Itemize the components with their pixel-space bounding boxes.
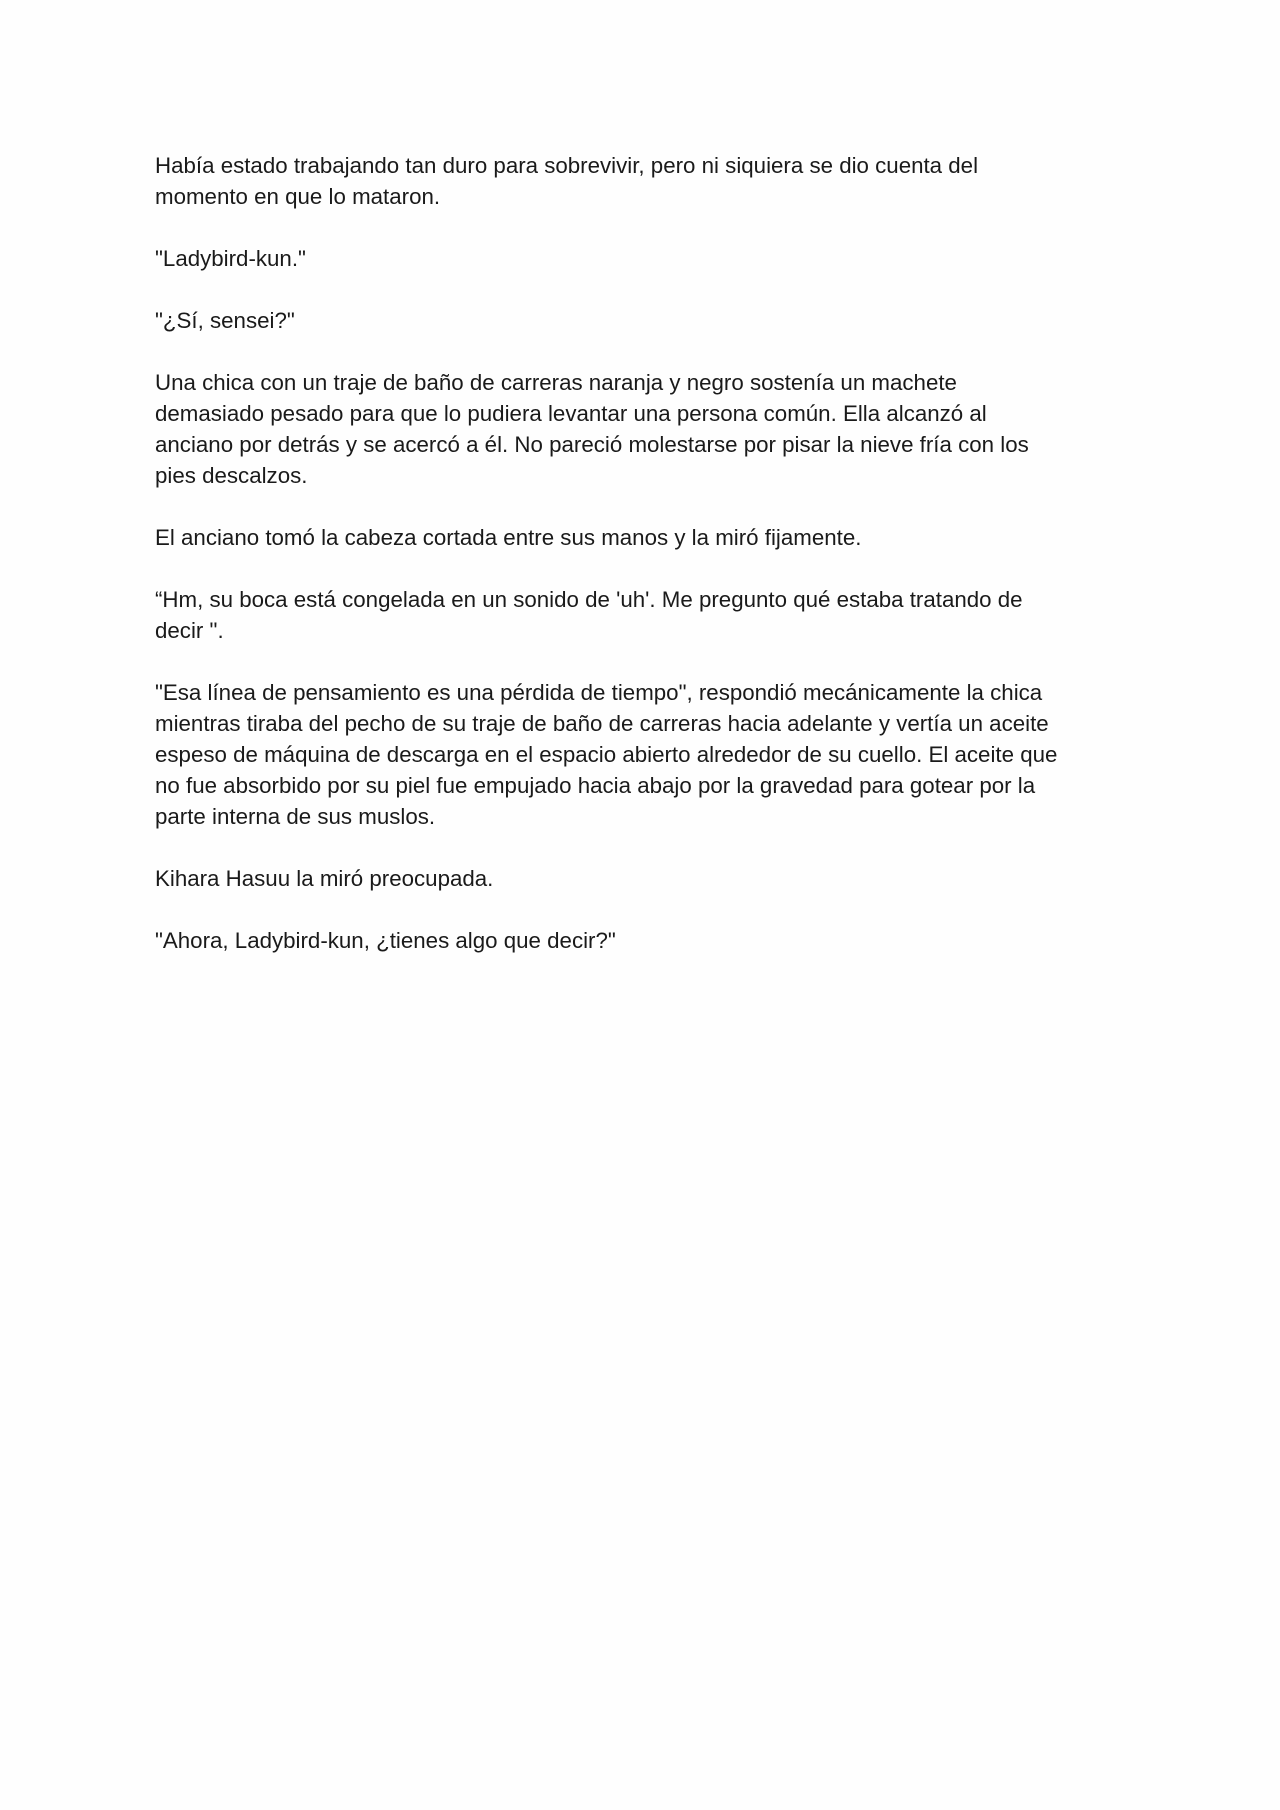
text-line: no fue absorbido por su piel fue empujado hacia abajo por la gravedad para gotear por la (155, 773, 1036, 798)
paragraph-dialogue-1 (155, 243, 1135, 274)
paragraph-dialogue-2 (155, 305, 1135, 336)
text-line: "¿Sí, sensei?" (155, 308, 295, 333)
text-line: anciano por detrás y se acercó a él. No pareció molestarse por pisar la nieve fría con los (155, 432, 1029, 457)
document-page (155, 150, 1135, 987)
text-line: "Esa línea de pensamiento es una pérdida de tiempo", respondió mecánicamente la chica (155, 680, 1043, 705)
paragraph-narration-2 (155, 367, 1135, 491)
text-line: Una chica con un traje de baño de carreras naranja y negro sostenía un machete (155, 370, 957, 395)
text-line: "Ladybird-kun." (155, 246, 306, 271)
text-line: Había estado trabajando tan duro para sobrevivir, pero ni siquiera se dio cuenta del (155, 153, 979, 178)
text-line: El anciano tomó la cabeza cortada entre sus manos y la miró fijamente. (155, 525, 862, 550)
text-line: “Hm, su boca está congelada en un sonido de 'uh'. Me pregunto qué estaba tratando de (155, 587, 1023, 612)
paragraph-dialogue-3 (155, 584, 1135, 646)
paragraph-narration-1 (155, 150, 1135, 212)
text-line: "Ahora, Ladybird-kun, ¿tienes algo que decir?" (155, 928, 616, 953)
text-line: demasiado pesado para que lo pudiera levantar una persona común. Ella alcanzó al (155, 401, 987, 426)
text-line: espeso de máquina de descarga en el espacio abierto alrededor de su cuello. El aceite que (155, 742, 1058, 767)
paragraph-dialogue-4 (155, 677, 1135, 832)
text-line: mientras tiraba del pecho de su traje de baño de carreras hacia adelante y vertía un aceite (155, 711, 1049, 736)
paragraph-narration-4 (155, 863, 1135, 894)
text-line: parte interna de sus muslos. (155, 804, 436, 829)
text-line: decir ". (155, 618, 224, 643)
paragraph-dialogue-5 (155, 925, 1135, 956)
text-line: pies descalzos. (155, 463, 308, 488)
text-line: Kihara Hasuu la miró preocupada. (155, 866, 494, 891)
text-line: momento en que lo mataron. (155, 184, 441, 209)
paragraph-narration-3 (155, 522, 1135, 553)
